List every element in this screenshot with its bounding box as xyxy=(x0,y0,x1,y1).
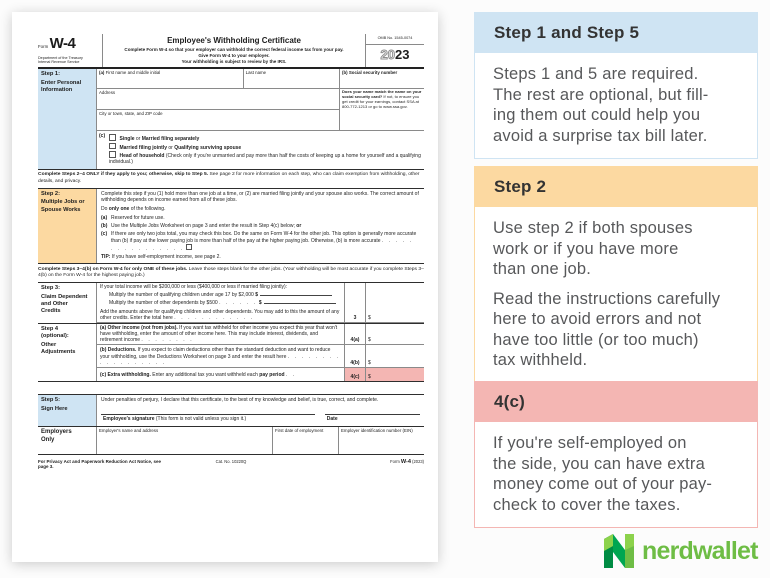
employers-only-section xyxy=(38,427,424,455)
form-number: W-4 xyxy=(49,35,76,52)
line-3-amount-field[interactable]: $ xyxy=(365,308,424,323)
agency-name: Department of the Treasury Internal Revenue Service xyxy=(38,55,83,65)
section-gap xyxy=(38,382,424,394)
line-3-number: 3 xyxy=(344,308,365,323)
callout-step1-and-5 xyxy=(474,12,758,159)
steps-3-4b-intro: Complete Steps 3–4(b) on Form W-4 for only ONE of these jobs. Leave those steps blank for the other jobs. (Your withholding will be most accurate if you complete Steps 3–4(b) on the Form W-4 for the highest paying job.) xyxy=(38,264,424,283)
line-4b-number: 4(b) xyxy=(344,345,365,368)
line-4c-amount-field[interactable]: $ xyxy=(365,368,424,381)
steps-2-4-intro: Complete Steps 2–4 ONLY if they apply to you; otherwise, skip to Step 5. See page 2 for more information on each step, who can claim exemption from withholding, other details, and privacy. xyxy=(38,170,424,189)
form-reference: Form W-4 (2023) xyxy=(390,458,425,465)
step3-total-row: Add the amounts above for qualifying children and other dependents. You may add to this the amount of any other credits. Enter the total here . . . . . . . . . . . . 3 $ xyxy=(97,308,424,323)
callout-step1-and-5-body: Steps 1 and 5 are required. The rest are optional, but fill- ing them out could help you avoid a surprise tax bill later. xyxy=(474,53,758,159)
employee-signature-field[interactable]: Employee's signature (This form is not valid unless you sign it.) xyxy=(101,414,315,423)
step5-body xyxy=(96,395,424,426)
callout-step2-body: Use step 2 if both spouses work or if you have more than one job. Read the instructions carefully here to avoid errors and not have too little (or too much) tax withheld. xyxy=(474,207,758,384)
address-column xyxy=(97,89,339,130)
form-title: Employee's Withholding Certificate xyxy=(167,36,301,45)
step3-label: Step 3: Claim Dependent and Other Credits xyxy=(41,284,88,314)
line-4a-amount-field[interactable]: $ xyxy=(365,324,424,346)
two-jobs-checkbox[interactable] xyxy=(186,244,193,251)
step3-children-row: Multiply the number of qualifying children under age 17 by $2,000 $ xyxy=(97,291,424,299)
omb-number: OMB No. 1545-0074 xyxy=(366,34,424,45)
form-number-block xyxy=(38,34,102,67)
step3-body xyxy=(96,283,424,323)
form-word: Form xyxy=(38,44,49,49)
nerdwallet-wordmark: nerdwallet xyxy=(642,536,758,565)
name-row xyxy=(97,69,424,89)
callout-4c xyxy=(474,381,758,528)
w4-form xyxy=(38,34,424,470)
callout-step2-title: Step 2 xyxy=(474,166,758,207)
children-amount-field[interactable] xyxy=(260,295,332,296)
omb-year-block xyxy=(366,34,424,67)
step2-paragraph-2: Do only one of the following. xyxy=(101,205,166,212)
line-4b-amount-field[interactable]: $ xyxy=(365,345,424,368)
dependents-amount-field[interactable] xyxy=(264,303,336,304)
form-subtitle-2: Give Form W-4 to your employer. xyxy=(198,53,270,59)
employer-name-field[interactable]: Employer's name and address xyxy=(99,428,159,434)
first-date-field[interactable]: First date of employment xyxy=(272,427,338,454)
form-year: 2023 xyxy=(380,46,410,62)
form-header xyxy=(38,34,424,69)
step2-option-b: (b) Use the Multiple Jobs Worksheet on page 3 and enter the result in Step 4(c) below; or xyxy=(101,222,302,229)
signature-row xyxy=(101,414,420,423)
form-subtitle-3: Your withholding is subject to review by the IRS. xyxy=(181,59,287,65)
date-field[interactable]: Date xyxy=(325,414,420,423)
step4-section xyxy=(38,324,424,382)
step2-paragraph-1: Complete this step if you (1) hold more than one job at a time, or (2) are married filing jointly and your spouse also works. The correct amount of withholding depends on income earned from all of these jobs. xyxy=(101,190,419,204)
step2-option-c: (c) If there are only two jobs total, you may check this box. Do the same on Form W-4 for the other job. This option is generally more accurate than (b) if pay at the lower paying job is more than half of the pay at the higher paying job. Otherwise, (b) is more accurate . . . . . . . . . . . . . . . . xyxy=(101,231,417,252)
filing-status-options xyxy=(109,133,422,166)
employers-only-body xyxy=(96,427,424,454)
form-subtitle-1: Complete Form W-4 so that your employer can withhold the correct federal income tax from your pay. xyxy=(124,47,344,53)
step5-label: Step 5: Sign Here xyxy=(38,395,96,426)
step4-extra-withholding-row: (c) Extra withholding. Enter any additional tax you want withheld each pay period . . 4(c) $ xyxy=(97,368,424,381)
married-jointly-checkbox[interactable] xyxy=(109,143,116,150)
callout-4c-title: 4(c) xyxy=(474,381,758,422)
privacy-notice: For Privacy Act and Paperwork Reduction Act Notice, see page 3. xyxy=(38,458,161,470)
last-name-field[interactable]: Last name xyxy=(243,69,339,88)
perjury-statement: Under penalties of perjury, I declare that this certificate, to the best of my knowledge and belief, is true, correct, and complete. xyxy=(101,397,379,403)
step2-section xyxy=(38,189,424,264)
head-of-household-checkbox[interactable] xyxy=(109,151,116,158)
nerdwallet-logo-icon xyxy=(604,534,634,568)
step4-label: Step 4 (optional): Other Adjustments xyxy=(41,325,76,355)
callout-step2 xyxy=(474,166,758,384)
step2-tip: TIP: If you have self-employment income, see page 2. xyxy=(101,253,221,260)
line-4a-number: 4(a) xyxy=(344,324,365,346)
ein-field[interactable]: Employer identification number (EIN) xyxy=(338,427,424,454)
step4-deductions-row: (b) Deductions. If you expect to claim deductions other than the standard deduction and want to reduce your withholding, use the Deductions Worksheet on page 3 and enter the result here . . . . . . . . . . . . . . . . . . 4(b) $ xyxy=(97,345,424,368)
step2-option-a: (a) Reserved for future use. xyxy=(101,214,165,221)
step3-section xyxy=(38,283,424,324)
step5-section xyxy=(38,394,424,427)
callout-4c-body: If you're self-employed on the side, you can have extra money come out of your pay- check to cover the taxes. xyxy=(474,422,758,528)
step3-dependents-row: Multiply the number of other dependents by $500 . . . . . . $ xyxy=(97,299,424,307)
ssa-note: Does your name match the name on your social security card? If not, to ensure you get credit for your earnings, contact SSA at 800-772-1213 or go to www.ssa.gov. xyxy=(339,89,424,130)
address-rows xyxy=(97,89,424,130)
w4-form-sheet xyxy=(12,12,438,562)
filing-status-row: (c) Single or Married filing separately Married filing jointly or Qualifying surviving spouse Head of household (Check only if you're unmarried and pay more than half the costs of keeping up a home for yourself and a qualifying individual.) xyxy=(97,130,424,169)
form-footer xyxy=(38,455,424,470)
step3-intro-row: If your total income will be $200,000 or less ($400,000 or less if married filing jointly): xyxy=(97,283,424,291)
step1-section xyxy=(38,69,424,170)
step1-label: Step 1: Enter Personal Information xyxy=(38,69,96,169)
address-field[interactable]: Address xyxy=(99,90,116,96)
line-4c-number: 4(c) xyxy=(344,368,365,381)
callout-step1-and-5-title: Step 1 and Step 5 xyxy=(474,12,758,53)
employers-only-label: Employers Only xyxy=(41,429,72,443)
step1-body xyxy=(96,69,424,169)
form-title-block xyxy=(102,34,366,67)
filing-status-married-jointly: Married filing jointly or Qualifying surviving spouse xyxy=(109,143,422,151)
filing-status-head-of-household: Head of household (Check only if you're unmarried and pay more than half the costs of keeping up a home for yourself and a qualifying individual.) xyxy=(109,153,421,166)
step4-body xyxy=(96,324,424,381)
ssn-field[interactable]: (b) Social security number xyxy=(339,69,424,88)
first-name-field[interactable]: (a) First name and middle initial xyxy=(99,70,161,76)
step2-body xyxy=(96,189,424,263)
catalog-number: Cat. No. 10220Q xyxy=(215,458,247,464)
nerdwallet-logo xyxy=(604,534,758,568)
city-field[interactable]: City or town, state, and ZIP code xyxy=(97,109,339,130)
filing-status-single: Single or Married filing separately xyxy=(109,134,422,142)
step4-other-income-row: (a) Other income (not from jobs). If you want tax withheld for other income you expect this year that won't have withholding, enter the amount of other income here. This may include interest, dividends, and retirement income . . . . . . . . 4(a) $ xyxy=(97,324,424,346)
step2-label: Step 2: Multiple Jobs or Spouse Works xyxy=(38,189,96,263)
single-checkbox[interactable] xyxy=(109,134,116,141)
